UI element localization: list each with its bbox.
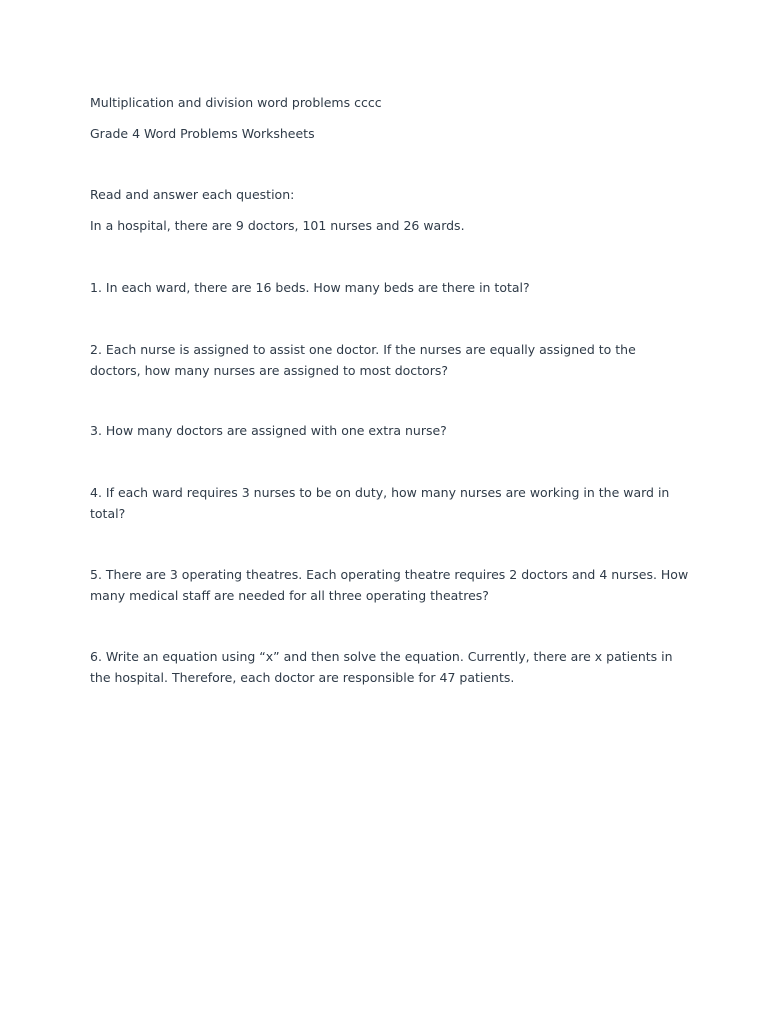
document-subtitle: Grade 4 Word Problems Worksheets (90, 126, 315, 141)
question-3: 3. How many doctors are assigned with one extra nurse? (90, 423, 447, 438)
document-title: Multiplication and division word problems cccc (90, 95, 382, 110)
question-6: 6. Write an equation using “x” and then solve the equation. Currently, there are x patients in the hospital. Therefore, each doctor are responsible for 47 patients. (90, 649, 673, 685)
question-5: 5. There are 3 operating theatres. Each operating theatre requires 2 doctors and 4 nurses. How many medical staff are needed for all three operating theatres? (90, 567, 689, 603)
intro-text: In a hospital, there are 9 doctors, 101 nurses and 26 wards. (90, 218, 465, 233)
question-4: 4. If each ward requires 3 nurses to be on duty, how many nurses are working in the ward in total? (90, 485, 670, 521)
question-1: 1. In each ward, there are 16 beds. How many beds are there in total? (90, 280, 530, 295)
question-2: 2. Each nurse is assigned to assist one doctor. If the nurses are equally assigned to the doctors, how many nurses are assigned to most doctors? (90, 342, 636, 378)
instruction-text: Read and answer each question: (90, 187, 295, 202)
